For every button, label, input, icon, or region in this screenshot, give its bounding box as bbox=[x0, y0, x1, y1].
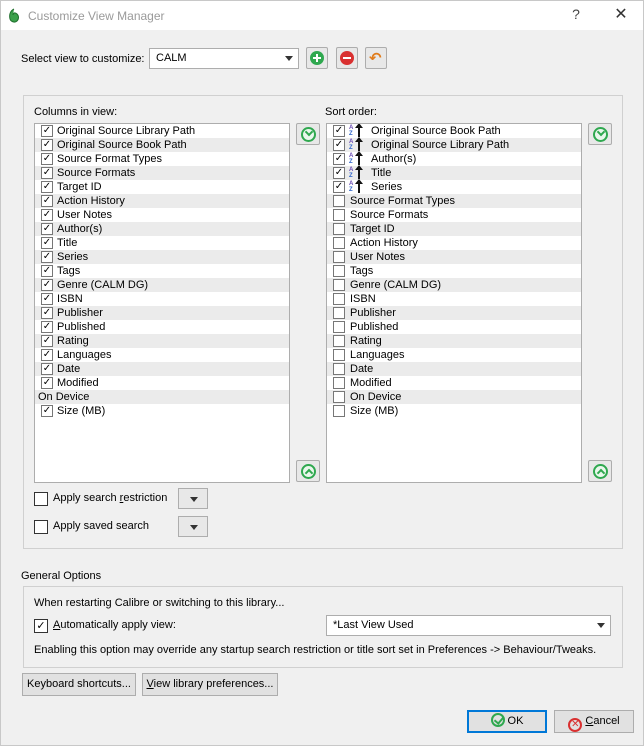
sort-list-item[interactable] bbox=[327, 264, 581, 278]
sort-list-item[interactable] bbox=[327, 194, 581, 208]
sort-list-item[interactable] bbox=[327, 320, 581, 334]
sort-checkbox[interactable] bbox=[333, 349, 345, 361]
column-list-item[interactable] bbox=[35, 334, 289, 348]
column-list-item[interactable] bbox=[35, 236, 289, 250]
apply-search-restriction-checkbox[interactable]: Apply search restriction bbox=[34, 492, 174, 508]
sort-list-item[interactable] bbox=[327, 348, 581, 362]
sort-checkbox[interactable] bbox=[333, 223, 345, 235]
ok-check-icon bbox=[491, 713, 505, 727]
chevron-down-icon bbox=[190, 525, 198, 530]
cancel-button[interactable]: ✕ Cancel bbox=[554, 710, 634, 733]
columns-move-down-button[interactable] bbox=[296, 123, 320, 145]
sort-item-label: Languages bbox=[350, 349, 405, 361]
column-item-label: Publisher bbox=[57, 307, 103, 319]
column-checkbox[interactable]: ✓ bbox=[42, 125, 52, 136]
sort-item-label: Source Formats bbox=[350, 209, 429, 221]
columns-list[interactable] bbox=[34, 123, 290, 483]
column-checkbox[interactable]: ✓ bbox=[42, 321, 52, 332]
sort-checkbox[interactable] bbox=[333, 209, 345, 221]
checkbox-box bbox=[34, 492, 48, 506]
help-button[interactable]: ? bbox=[572, 6, 580, 22]
column-checkbox[interactable]: ✓ bbox=[42, 209, 52, 220]
column-item-label: Genre (CALM DG) bbox=[57, 279, 149, 291]
sort-move-down-button[interactable] bbox=[588, 123, 612, 145]
select-view-label: Select view to customize: bbox=[21, 53, 145, 65]
column-item-label: Source Format Types bbox=[57, 153, 162, 165]
columns-move-up-button[interactable] bbox=[296, 460, 320, 482]
column-checkbox[interactable]: ✓ bbox=[42, 377, 52, 388]
apply-saved-search-label: Apply saved search bbox=[53, 520, 149, 532]
sort-checkbox[interactable]: ✓ bbox=[334, 181, 344, 192]
sort-item-label: Action History bbox=[350, 237, 418, 249]
ok-button[interactable]: OK bbox=[467, 710, 547, 733]
column-list-item[interactable] bbox=[35, 362, 289, 376]
sort-checkbox[interactable] bbox=[333, 265, 345, 277]
sort-list-item[interactable] bbox=[327, 334, 581, 348]
startup-view-combo[interactable] bbox=[326, 615, 611, 636]
column-list-item[interactable] bbox=[35, 278, 289, 292]
chevron-down-icon bbox=[597, 623, 605, 628]
column-item-label: Original Source Book Path bbox=[57, 139, 187, 151]
column-checkbox[interactable]: ✓ bbox=[42, 293, 52, 304]
sort-item-label: Published bbox=[350, 321, 399, 333]
sort-checkbox[interactable] bbox=[333, 363, 345, 375]
column-checkbox[interactable]: ✓ bbox=[42, 139, 52, 150]
sort-item-label: Series bbox=[371, 181, 403, 193]
column-item-label: Size (MB) bbox=[57, 405, 106, 417]
sort-list-item[interactable] bbox=[327, 180, 581, 194]
sort-order-list[interactable] bbox=[326, 123, 582, 483]
sort-ascending-icon: A Z bbox=[349, 180, 365, 194]
sort-checkbox[interactable] bbox=[333, 335, 345, 347]
column-list-item[interactable] bbox=[35, 208, 289, 222]
sort-ascending-icon: A Z bbox=[349, 166, 365, 180]
column-checkbox[interactable]: ✓ bbox=[42, 181, 52, 192]
column-checkbox[interactable]: ✓ bbox=[42, 153, 52, 164]
sort-checkbox[interactable]: ✓ bbox=[334, 139, 344, 150]
sort-list-item[interactable] bbox=[327, 208, 581, 222]
sort-checkbox[interactable] bbox=[333, 279, 345, 291]
delete-view-button[interactable] bbox=[336, 47, 358, 69]
column-item-label: Title bbox=[57, 237, 78, 249]
sort-checkbox[interactable] bbox=[333, 321, 345, 333]
column-list-item[interactable] bbox=[35, 250, 289, 264]
keyboard-shortcuts-button[interactable]: Keyboard shortcuts... bbox=[22, 673, 136, 696]
sort-list-item[interactable] bbox=[327, 236, 581, 250]
column-list-item[interactable] bbox=[35, 124, 289, 138]
sort-list-item[interactable] bbox=[327, 362, 581, 376]
sort-list-item[interactable] bbox=[327, 250, 581, 264]
column-list-item[interactable] bbox=[35, 138, 289, 152]
sort-ascending-icon: A Z bbox=[349, 152, 365, 166]
column-item-label: User Notes bbox=[57, 209, 113, 221]
auto-apply-view-checkbox[interactable]: ✓ Automatically apply view: bbox=[34, 619, 194, 635]
sort-list-item[interactable] bbox=[327, 278, 581, 292]
sort-move-up-button[interactable] bbox=[588, 460, 612, 482]
sort-item-label: Modified bbox=[350, 377, 392, 389]
column-list-item[interactable] bbox=[35, 320, 289, 334]
column-item-label: Target ID bbox=[57, 181, 102, 193]
calibre-app-icon bbox=[7, 8, 21, 24]
sort-list-item[interactable] bbox=[327, 152, 581, 166]
column-list-item[interactable] bbox=[35, 194, 289, 208]
sort-item-label: Target ID bbox=[350, 223, 395, 235]
sort-checkbox[interactable]: ✓ bbox=[334, 125, 344, 136]
sort-list-item[interactable] bbox=[327, 306, 581, 320]
sort-item-label: Size (MB) bbox=[350, 405, 399, 417]
undo-icon: ↶ bbox=[369, 50, 382, 67]
column-item-label: Author(s) bbox=[57, 223, 103, 235]
view-library-preferences-button[interactable]: View library preferences... bbox=[142, 673, 278, 696]
sort-item-label: Source Format Types bbox=[350, 195, 455, 207]
sort-item-label: ISBN bbox=[350, 293, 376, 305]
cancel-x-icon: ✕ bbox=[568, 718, 582, 732]
chevron-up-circle-icon bbox=[593, 464, 608, 479]
column-checkbox[interactable]: ✓ bbox=[42, 279, 52, 290]
column-checkbox[interactable]: ✓ bbox=[42, 363, 52, 374]
minus-icon bbox=[340, 51, 354, 65]
sort-list-item[interactable] bbox=[327, 292, 581, 306]
sort-item-label: Date bbox=[350, 363, 374, 375]
startup-view-value: *Last View Used bbox=[333, 619, 414, 631]
sort-item-label: Rating bbox=[350, 335, 382, 347]
column-item-label: Rating bbox=[57, 335, 89, 347]
column-item-label: Languages bbox=[57, 349, 112, 361]
sort-checkbox[interactable] bbox=[333, 307, 345, 319]
chevron-down-circle-icon bbox=[301, 127, 316, 142]
chevron-down-icon bbox=[190, 497, 198, 502]
column-list-item[interactable] bbox=[35, 390, 289, 404]
close-button[interactable]: ✕ bbox=[614, 6, 628, 23]
sort-list-item[interactable] bbox=[327, 124, 581, 138]
column-item-label: Tags bbox=[57, 265, 81, 277]
column-checkbox[interactable]: ✓ bbox=[42, 167, 52, 178]
checkbox-box bbox=[34, 520, 48, 534]
sort-list-item[interactable] bbox=[327, 390, 581, 404]
dialog-body bbox=[0, 30, 644, 746]
sort-checkbox[interactable] bbox=[333, 377, 345, 389]
column-list-item[interactable] bbox=[35, 152, 289, 166]
sort-ascending-icon: A Z bbox=[349, 124, 365, 138]
sort-checkbox[interactable] bbox=[333, 237, 345, 249]
column-item-label: Date bbox=[57, 363, 81, 375]
sort-item-label: Title bbox=[371, 167, 392, 179]
title-bar bbox=[0, 0, 644, 30]
column-checkbox[interactable]: ✓ bbox=[42, 335, 52, 346]
sort-item-label: Original Source Book Path bbox=[371, 125, 501, 137]
sort-item-label: User Notes bbox=[350, 251, 406, 263]
window-title: Customize View Manager bbox=[28, 9, 165, 23]
sort-ascending-icon: A Z bbox=[349, 138, 365, 152]
sort-item-label: On Device bbox=[350, 391, 402, 403]
chevron-down-circle-icon bbox=[593, 127, 608, 142]
column-list-item[interactable] bbox=[35, 376, 289, 390]
column-item-label: Published bbox=[57, 321, 106, 333]
column-item-label: ISBN bbox=[57, 293, 83, 305]
column-item-label: Action History bbox=[57, 195, 125, 207]
column-list-item[interactable] bbox=[35, 166, 289, 180]
column-checkbox[interactable]: ✓ bbox=[42, 265, 52, 276]
sort-checkbox[interactable] bbox=[333, 251, 345, 263]
column-list-item[interactable] bbox=[35, 292, 289, 306]
apply-saved-search-checkbox[interactable] bbox=[34, 520, 174, 536]
column-list-item[interactable] bbox=[35, 264, 289, 278]
column-item-label: Series bbox=[57, 251, 89, 263]
sort-checkbox[interactable] bbox=[333, 293, 345, 305]
column-item-label: Source Formats bbox=[57, 167, 136, 179]
sort-checkbox[interactable] bbox=[333, 405, 345, 417]
checkbox-box: ✓ bbox=[34, 619, 48, 633]
override-note: Enabling this option may override any startup search restriction or title sort set in Preferences -> Behaviour/Tweaks. bbox=[34, 644, 597, 656]
sort-item-label: Publisher bbox=[350, 307, 396, 319]
sort-order-label: Sort order: bbox=[325, 106, 377, 118]
view-select-value: CALM bbox=[156, 52, 187, 64]
saved-search-dropdown[interactable] bbox=[178, 516, 208, 537]
column-checkbox[interactable]: ✓ bbox=[42, 307, 52, 318]
column-item-label: Original Source Library Path bbox=[57, 125, 196, 137]
restart-text: When restarting Calibre or switching to this library... bbox=[34, 597, 285, 609]
column-list-item[interactable] bbox=[35, 348, 289, 362]
chevron-up-circle-icon bbox=[301, 464, 316, 479]
column-checkbox[interactable]: ✓ bbox=[42, 237, 52, 248]
column-checkbox[interactable]: ✓ bbox=[42, 251, 52, 262]
plus-icon bbox=[310, 51, 324, 65]
sort-list-item[interactable] bbox=[327, 166, 581, 180]
sort-item-label: Tags bbox=[350, 265, 374, 277]
sort-checkbox[interactable] bbox=[333, 195, 345, 207]
undo-view-button[interactable] bbox=[365, 47, 387, 69]
column-item-label: On Device bbox=[38, 391, 90, 403]
chevron-down-icon bbox=[285, 56, 293, 61]
column-list-item[interactable] bbox=[35, 404, 289, 418]
view-select-combo[interactable] bbox=[149, 48, 299, 69]
sort-checkbox[interactable]: ✓ bbox=[334, 167, 344, 178]
sort-item-label: Genre (CALM DG) bbox=[350, 279, 442, 291]
column-list-item[interactable] bbox=[35, 306, 289, 320]
sort-checkbox[interactable]: ✓ bbox=[334, 153, 344, 164]
general-options-heading: General Options bbox=[21, 570, 102, 582]
column-checkbox[interactable]: ✓ bbox=[42, 349, 52, 360]
add-view-button[interactable] bbox=[306, 47, 328, 69]
columns-label: Columns in view: bbox=[34, 106, 118, 118]
sort-checkbox[interactable] bbox=[333, 391, 345, 403]
sort-list-item[interactable] bbox=[327, 138, 581, 152]
sort-list-item[interactable] bbox=[327, 222, 581, 236]
column-list-item[interactable] bbox=[35, 180, 289, 194]
sort-list-item[interactable] bbox=[327, 376, 581, 390]
column-checkbox[interactable]: ✓ bbox=[42, 195, 52, 206]
column-list-item[interactable] bbox=[35, 222, 289, 236]
sort-item-label: Author(s) bbox=[371, 153, 417, 165]
column-checkbox[interactable]: ✓ bbox=[42, 405, 52, 416]
sort-list-item[interactable] bbox=[327, 404, 581, 418]
search-restriction-dropdown[interactable] bbox=[178, 488, 208, 509]
sort-item-label: Original Source Library Path bbox=[371, 139, 510, 151]
column-item-label: Modified bbox=[57, 377, 99, 389]
column-checkbox[interactable]: ✓ bbox=[42, 223, 52, 234]
